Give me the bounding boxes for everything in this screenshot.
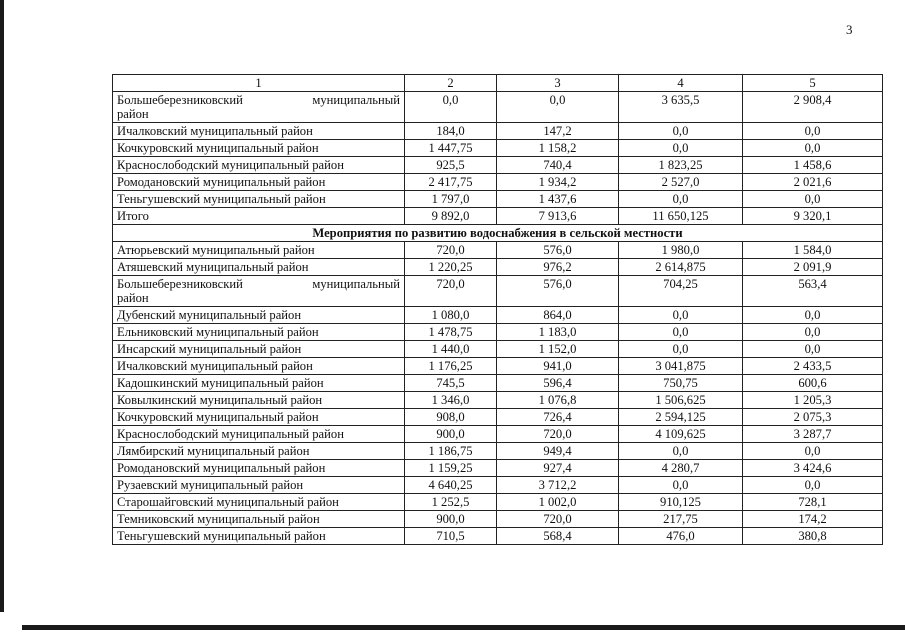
value-cell: 2 433,5 [743,358,883,375]
value-cell: 0,0 [619,324,743,341]
district-name: Ичалковский муниципальный район [113,123,405,140]
page-number: 3 [846,22,853,37]
value-cell: 1 437,6 [497,191,619,208]
bottom-margin-rule [22,625,905,630]
value-cell: 710,5 [405,528,497,545]
district-name: Краснослободский муниципальный район [113,426,405,443]
table-row [113,259,883,276]
district-name: Ромодановский муниципальный район [113,460,405,477]
table-row [113,123,883,140]
district-name-part: муниципальный [312,93,400,107]
total-label: Итого [113,208,405,225]
table-row [113,140,883,157]
district-name: Атюрьевский муниципальный район [113,242,405,259]
value-cell: 704,25 [619,276,743,307]
value-cell: 2 594,125 [619,409,743,426]
table-row [113,324,883,341]
value-cell: 3 287,7 [743,426,883,443]
district-name-part: Большеберезниковский [117,277,243,291]
section-heading: Мероприятия по развитию водоснабжения в сельской местности [113,225,883,242]
total-row [113,208,883,225]
value-cell: 728,1 [743,494,883,511]
value-cell: 380,8 [743,528,883,545]
value-cell: 1 506,625 [619,392,743,409]
value-cell: 1 934,2 [497,174,619,191]
value-cell: 1 478,75 [405,324,497,341]
district-name: Кадошкинский муниципальный район [113,375,405,392]
district-name: Теньгушевский муниципальный район [113,528,405,545]
value-cell: 2 021,6 [743,174,883,191]
value-cell: 720,0 [497,426,619,443]
value-cell: 576,0 [497,242,619,259]
value-cell: 1 797,0 [405,191,497,208]
value-cell: 949,4 [497,443,619,460]
value-cell: 1 080,0 [405,307,497,324]
table-row [113,443,883,460]
district-name [113,276,405,307]
table-row [113,341,883,358]
value-cell: 720,0 [405,276,497,307]
district-name: Кочкуровский муниципальный район [113,409,405,426]
value-cell: 864,0 [497,307,619,324]
district-name-part: район [117,291,149,305]
district-name: Ичалковский муниципальный район [113,358,405,375]
value-cell: 900,0 [405,511,497,528]
value-cell: 596,4 [497,375,619,392]
value-cell: 0,0 [743,140,883,157]
header-cell: 3 [497,75,619,92]
district-name: Ковылкинский муниципальный район [113,392,405,409]
value-cell: 740,4 [497,157,619,174]
value-cell: 1 447,75 [405,140,497,157]
value-cell: 0,0 [743,443,883,460]
value-cell: 750,75 [619,375,743,392]
header-cell: 1 [113,75,405,92]
district-name-part: Большеберезниковский [117,93,243,107]
value-cell: 1 440,0 [405,341,497,358]
value-cell: 0,0 [743,307,883,324]
value-cell: 976,2 [497,259,619,276]
table-row [113,511,883,528]
district-name: Атяшевский муниципальный район [113,259,405,276]
table-row [113,392,883,409]
value-cell: 600,6 [743,375,883,392]
value-cell: 0,0 [619,477,743,494]
district-name-part: муниципальный [312,277,400,291]
table-row [113,477,883,494]
value-cell: 720,0 [405,242,497,259]
district-name: Ельниковский муниципальный район [113,324,405,341]
value-cell: 927,4 [497,460,619,477]
district-name [113,92,405,123]
value-cell: 2 075,3 [743,409,883,426]
table-row [113,191,883,208]
table-row [113,460,883,477]
value-cell: 0,0 [497,92,619,123]
value-cell: 1 158,2 [497,140,619,157]
value-cell: 0,0 [743,341,883,358]
value-cell: 568,4 [497,528,619,545]
district-name: Лямбирский муниципальный район [113,443,405,460]
header-row [113,75,883,92]
district-name-part: район [117,107,149,121]
value-cell: 1 980,0 [619,242,743,259]
value-cell: 908,0 [405,409,497,426]
value-cell: 1 002,0 [497,494,619,511]
value-cell: 1 076,8 [497,392,619,409]
value-cell: 2 614,875 [619,259,743,276]
value-cell: 2 908,4 [743,92,883,123]
value-cell: 1 346,0 [405,392,497,409]
section-heading-row [113,225,883,242]
value-cell: 0,0 [405,92,497,123]
value-cell: 726,4 [497,409,619,426]
value-cell: 3 712,2 [497,477,619,494]
table-row [113,426,883,443]
value-cell: 9 320,1 [743,208,883,225]
value-cell: 0,0 [619,443,743,460]
value-cell: 0,0 [619,140,743,157]
table-row [113,92,883,123]
value-cell: 0,0 [743,123,883,140]
left-margin-rule [0,0,4,612]
table-row [113,494,883,511]
value-cell: 1 220,25 [405,259,497,276]
value-cell: 4 280,7 [619,460,743,477]
value-cell: 2 417,75 [405,174,497,191]
value-cell: 1 458,6 [743,157,883,174]
value-cell: 3 635,5 [619,92,743,123]
value-cell: 147,2 [497,123,619,140]
value-cell: 910,125 [619,494,743,511]
district-name: Темниковский муниципальный район [113,511,405,528]
value-cell: 476,0 [619,528,743,545]
value-cell: 1 823,25 [619,157,743,174]
value-cell: 1 186,75 [405,443,497,460]
value-cell: 563,4 [743,276,883,307]
value-cell: 0,0 [743,191,883,208]
district-name: Кочкуровский муниципальный район [113,140,405,157]
value-cell: 1 584,0 [743,242,883,259]
table-row [113,242,883,259]
table-row [113,528,883,545]
table-row [113,307,883,324]
value-cell: 9 892,0 [405,208,497,225]
value-cell: 1 252,5 [405,494,497,511]
value-cell: 576,0 [497,276,619,307]
value-cell: 2 091,9 [743,259,883,276]
table-row [113,375,883,392]
header-cell: 4 [619,75,743,92]
value-cell: 4 640,25 [405,477,497,494]
value-cell: 1 183,0 [497,324,619,341]
value-cell: 3 041,875 [619,358,743,375]
value-cell: 0,0 [619,191,743,208]
value-cell: 1 152,0 [497,341,619,358]
value-cell: 11 650,125 [619,208,743,225]
district-name: Теньгушевский муниципальный район [113,191,405,208]
value-cell: 0,0 [619,341,743,358]
table-row [113,157,883,174]
header-cell: 2 [405,75,497,92]
value-cell: 900,0 [405,426,497,443]
table-row [113,358,883,375]
value-cell: 1 159,25 [405,460,497,477]
value-cell: 3 424,6 [743,460,883,477]
table-row [113,409,883,426]
district-name: Краснослободский муниципальный район [113,157,405,174]
district-name: Старошайговский муниципальный район [113,494,405,511]
value-cell: 1 205,3 [743,392,883,409]
district-name: Ромодановский муниципальный район [113,174,405,191]
value-cell: 2 527,0 [619,174,743,191]
table-row [113,174,883,191]
header-cell: 5 [743,75,883,92]
district-name: Инсарский муниципальный район [113,341,405,358]
value-cell: 1 176,25 [405,358,497,375]
value-cell: 745,5 [405,375,497,392]
value-cell: 925,5 [405,157,497,174]
value-cell: 941,0 [497,358,619,375]
value-cell: 0,0 [619,307,743,324]
value-cell: 174,2 [743,511,883,528]
allocation-table [112,74,883,545]
value-cell: 0,0 [619,123,743,140]
value-cell: 0,0 [743,477,883,494]
value-cell: 184,0 [405,123,497,140]
value-cell: 7 913,6 [497,208,619,225]
district-name: Рузаевский муниципальный район [113,477,405,494]
district-name: Дубенский муниципальный район [113,307,405,324]
value-cell: 4 109,625 [619,426,743,443]
value-cell: 0,0 [743,324,883,341]
table-row [113,276,883,307]
value-cell: 720,0 [497,511,619,528]
value-cell: 217,75 [619,511,743,528]
